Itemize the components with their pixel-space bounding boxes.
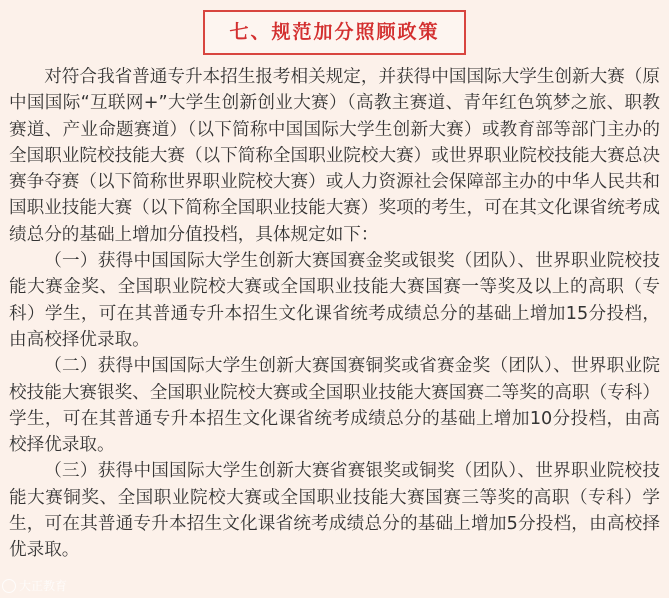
section-header (0, 10, 669, 55)
clause-two-paragraph: （二）获得中国国际大学生创新大赛国赛铜奖或省赛金奖（团队）、世界职业院校技能大赛银奖、全国职业院校大赛或全国职业技能大赛国赛二等奖的高职（专科）学生，可在其普通专升本招生文化课省统考成绩总分的基础上增加10分投档，由高校择优录取。 (9, 356, 660, 456)
clause-one-paragraph: （一）获得中国国际大学生创新大赛国赛金奖或银奖（团队）、世界职业院校技能大赛金奖、全国职业院校大赛或全国职业技能大赛国赛一等奖及以上的高职（专科）学生，可在其普通专升本招生文化课省统考成绩总分的基础上增加15分投档，由高校择优录取。 (9, 251, 660, 350)
policy-body (9, 64, 660, 564)
section-title: 七、规范加分照顾政策 (203, 10, 465, 55)
watermark (2, 577, 67, 594)
intro-paragraph: 对符合我省普通专升本招生报考相关规定，并获得中国国际大学生创新大赛（原中国国际“互联网+”大学生创新创业大赛）（高教主赛道、青年红色筑梦之旅、职教赛道、产业命题赛道）（以下简称中国国际大学生创新大赛）或教育部等部门主办的全国职业院校技能大赛（以下简称全国职业院校大赛）或世界职业院校技能大赛总决赛争夺赛（以下简称世界职业院校大赛）或人力资源社会保障部主办的中华人民共和国职业技能大赛（以下简称全国职业技能大赛）奖项的考生，可在其文化课省统考成绩总分的基础上增加分值投档，具体规定如下： (9, 67, 660, 245)
clause-three-paragraph: （三）获得中国国际大学生创新大赛省赛银奖或铜奖（团队）、世界职业院校技能大赛铜奖、全国职业院校大赛或全国职业技能大赛国赛三等奖的高职（专科）学生，可在其普通专升本招生文化课省统考成绩总分的基础上增加5分投档，由高校择优录取。 (9, 461, 660, 561)
watermark-text: 大正教育 (19, 579, 68, 593)
watermark-logo-icon (2, 579, 16, 593)
